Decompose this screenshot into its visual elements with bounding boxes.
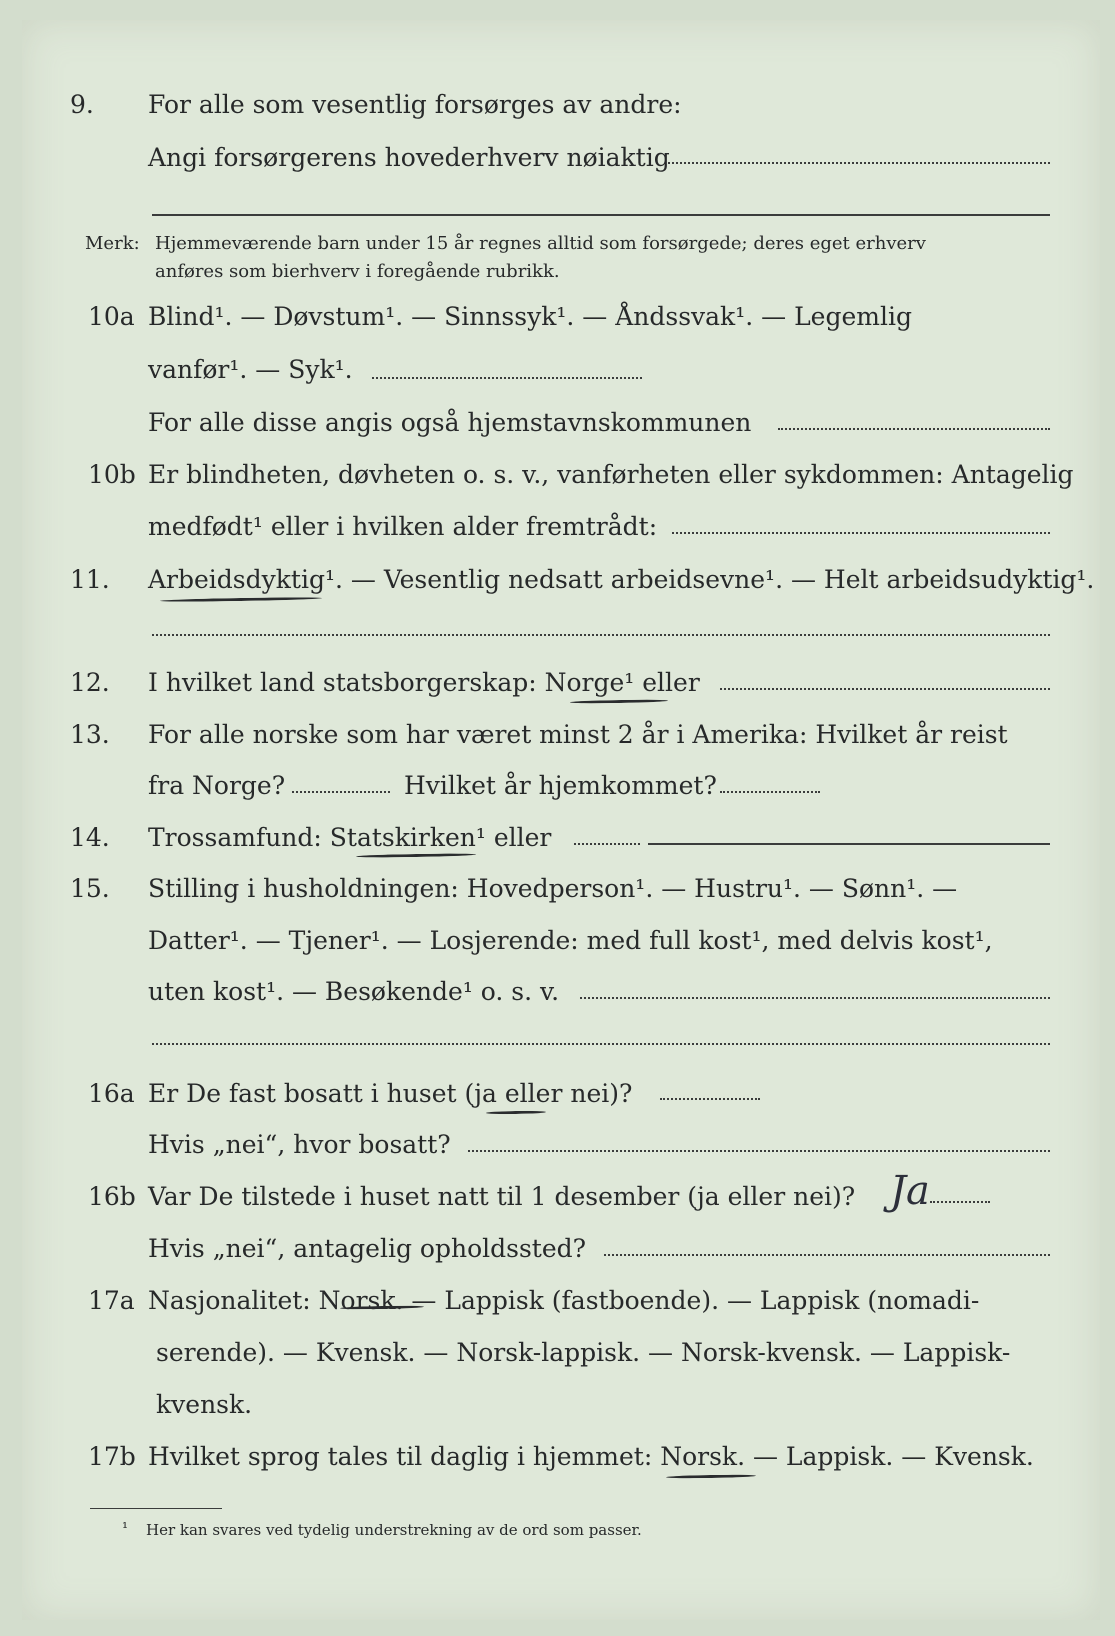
q10a-line2: vanfør¹. — Syk¹. bbox=[148, 355, 353, 384]
q15-answer-line2[interactable] bbox=[152, 1043, 1050, 1045]
merk-line2: anføres som bierhverv i foregående rubrikk. bbox=[155, 261, 560, 282]
merk-label: Merk: bbox=[85, 233, 140, 254]
q16b-line2: Hvis „nei“, antagelig opholdssted? bbox=[148, 1234, 587, 1263]
q10b-number: 10b bbox=[88, 460, 136, 489]
q15-line2: Datter¹. — Tjener¹. — Losjerende: med full kost¹, med delvis kost¹, bbox=[148, 926, 993, 955]
q14-number: 14. bbox=[70, 823, 110, 852]
q11-answer-line[interactable] bbox=[152, 634, 1050, 636]
q17b-line1: Hvilket sprog tales til daglig i hjemmet: Norsk. — Lappisk. — Kvensk. bbox=[148, 1442, 1034, 1471]
q17b-number: 17b bbox=[88, 1442, 136, 1471]
q9-line1: For alle som vesentlig forsørges av andre: bbox=[148, 90, 682, 119]
q10b-line1: Er blindheten, døvheten o. s. v., vanførheten eller sykdommen: Antagelig bbox=[148, 460, 1074, 489]
q13-reist-line[interactable] bbox=[292, 791, 390, 793]
q15-number: 15. bbox=[70, 874, 110, 903]
q11-line1: Arbeidsdyktig¹. — Vesentlig nedsatt arbeidsevne¹. — Helt arbeidsudyktig¹. bbox=[148, 565, 1095, 594]
q9-number: 9. bbox=[70, 90, 94, 119]
footnote-mark: ¹ bbox=[122, 1519, 129, 1537]
q16b-answer-line[interactable] bbox=[930, 1201, 990, 1203]
q10a-number: 10a bbox=[88, 302, 135, 331]
q16b-number: 16b bbox=[88, 1182, 136, 1211]
q9-answer-line[interactable] bbox=[668, 162, 1050, 164]
q10b-answer-line[interactable] bbox=[672, 532, 1050, 534]
q16a-bosatt-line[interactable] bbox=[468, 1150, 1050, 1152]
q12-answer-line[interactable] bbox=[720, 688, 1050, 690]
q14-line1: Trossamfund: Statskirken¹ eller bbox=[148, 823, 552, 852]
q10b-line2: medfødt¹ eller i hvilken alder fremtrådt: bbox=[148, 512, 658, 541]
q16b-line1: Var De tilstede i huset natt til 1 desember (ja eller nei)? bbox=[148, 1182, 856, 1211]
q10a-line1: Blind¹. — Døvstum¹. — Sinnssyk¹. — Åndssvak¹. — Legemlig bbox=[148, 302, 912, 331]
q13-line2b: Hvilket år hjemkommet? bbox=[404, 771, 717, 800]
q13-hjemkommet-line[interactable] bbox=[720, 791, 820, 793]
q16a-number: 16a bbox=[88, 1079, 135, 1108]
footnote-text: Her kan svares ved tydelig understrekning av de ord som passer. bbox=[146, 1521, 642, 1539]
merk-line1: Hjemmeværende barn under 15 år regnes alltid som forsørgede; deres eget erhverv bbox=[155, 233, 926, 254]
q15-line1: Stilling i husholdningen: Hovedperson¹. — Hustru¹. — Sønn¹. — bbox=[148, 874, 958, 903]
q17a-number: 17a bbox=[88, 1286, 135, 1315]
q11-number: 11. bbox=[70, 565, 110, 594]
q16a-line2: Hvis „nei“, hvor bosatt? bbox=[148, 1130, 451, 1159]
q12-line1: I hvilket land statsborgerskap: Norge¹ eller bbox=[148, 668, 700, 697]
q16b-handwritten-answer: Ja bbox=[890, 1168, 930, 1214]
q13-line1: For alle norske som har været minst 2 år i Amerika: Hvilket år reist bbox=[148, 720, 1008, 749]
q17a-line2: serende). — Kvensk. — Norsk-lappisk. — Norsk-kvensk. — Lappisk- bbox=[156, 1338, 1011, 1367]
q10a-syk-line[interactable] bbox=[372, 377, 642, 379]
q16b-opholdssted-line[interactable] bbox=[604, 1254, 1050, 1256]
q14-answer-line2[interactable] bbox=[648, 843, 1050, 845]
q12-number: 12. bbox=[70, 668, 110, 697]
q13-number: 13. bbox=[70, 720, 110, 749]
q9-answer-line2[interactable] bbox=[152, 214, 1050, 216]
q17a-line3: kvensk. bbox=[156, 1390, 253, 1419]
q17a-line1: Nasjonalitet: Norsk. — Lappisk (fastboende). — Lappisk (nomadi- bbox=[148, 1286, 980, 1315]
q9-line2: Angi forsørgerens hovederhverv nøiaktig bbox=[148, 143, 670, 172]
q10a-hjemstavn-line[interactable] bbox=[778, 428, 1050, 430]
q13-line2a: fra Norge? bbox=[148, 771, 286, 800]
q10a-line3: For alle disse angis også hjemstavnskommunen bbox=[148, 408, 752, 437]
q15-answer-line[interactable] bbox=[580, 997, 1050, 999]
q16a-line1: Er De fast bosatt i huset (ja eller nei)? bbox=[148, 1079, 633, 1108]
q16a-answer-line[interactable] bbox=[660, 1098, 760, 1100]
q15-line3: uten kost¹. — Besøkende¹ o. s. v. bbox=[148, 977, 560, 1006]
q14-answer-line[interactable] bbox=[574, 843, 640, 845]
footnote-rule bbox=[90, 1508, 222, 1509]
